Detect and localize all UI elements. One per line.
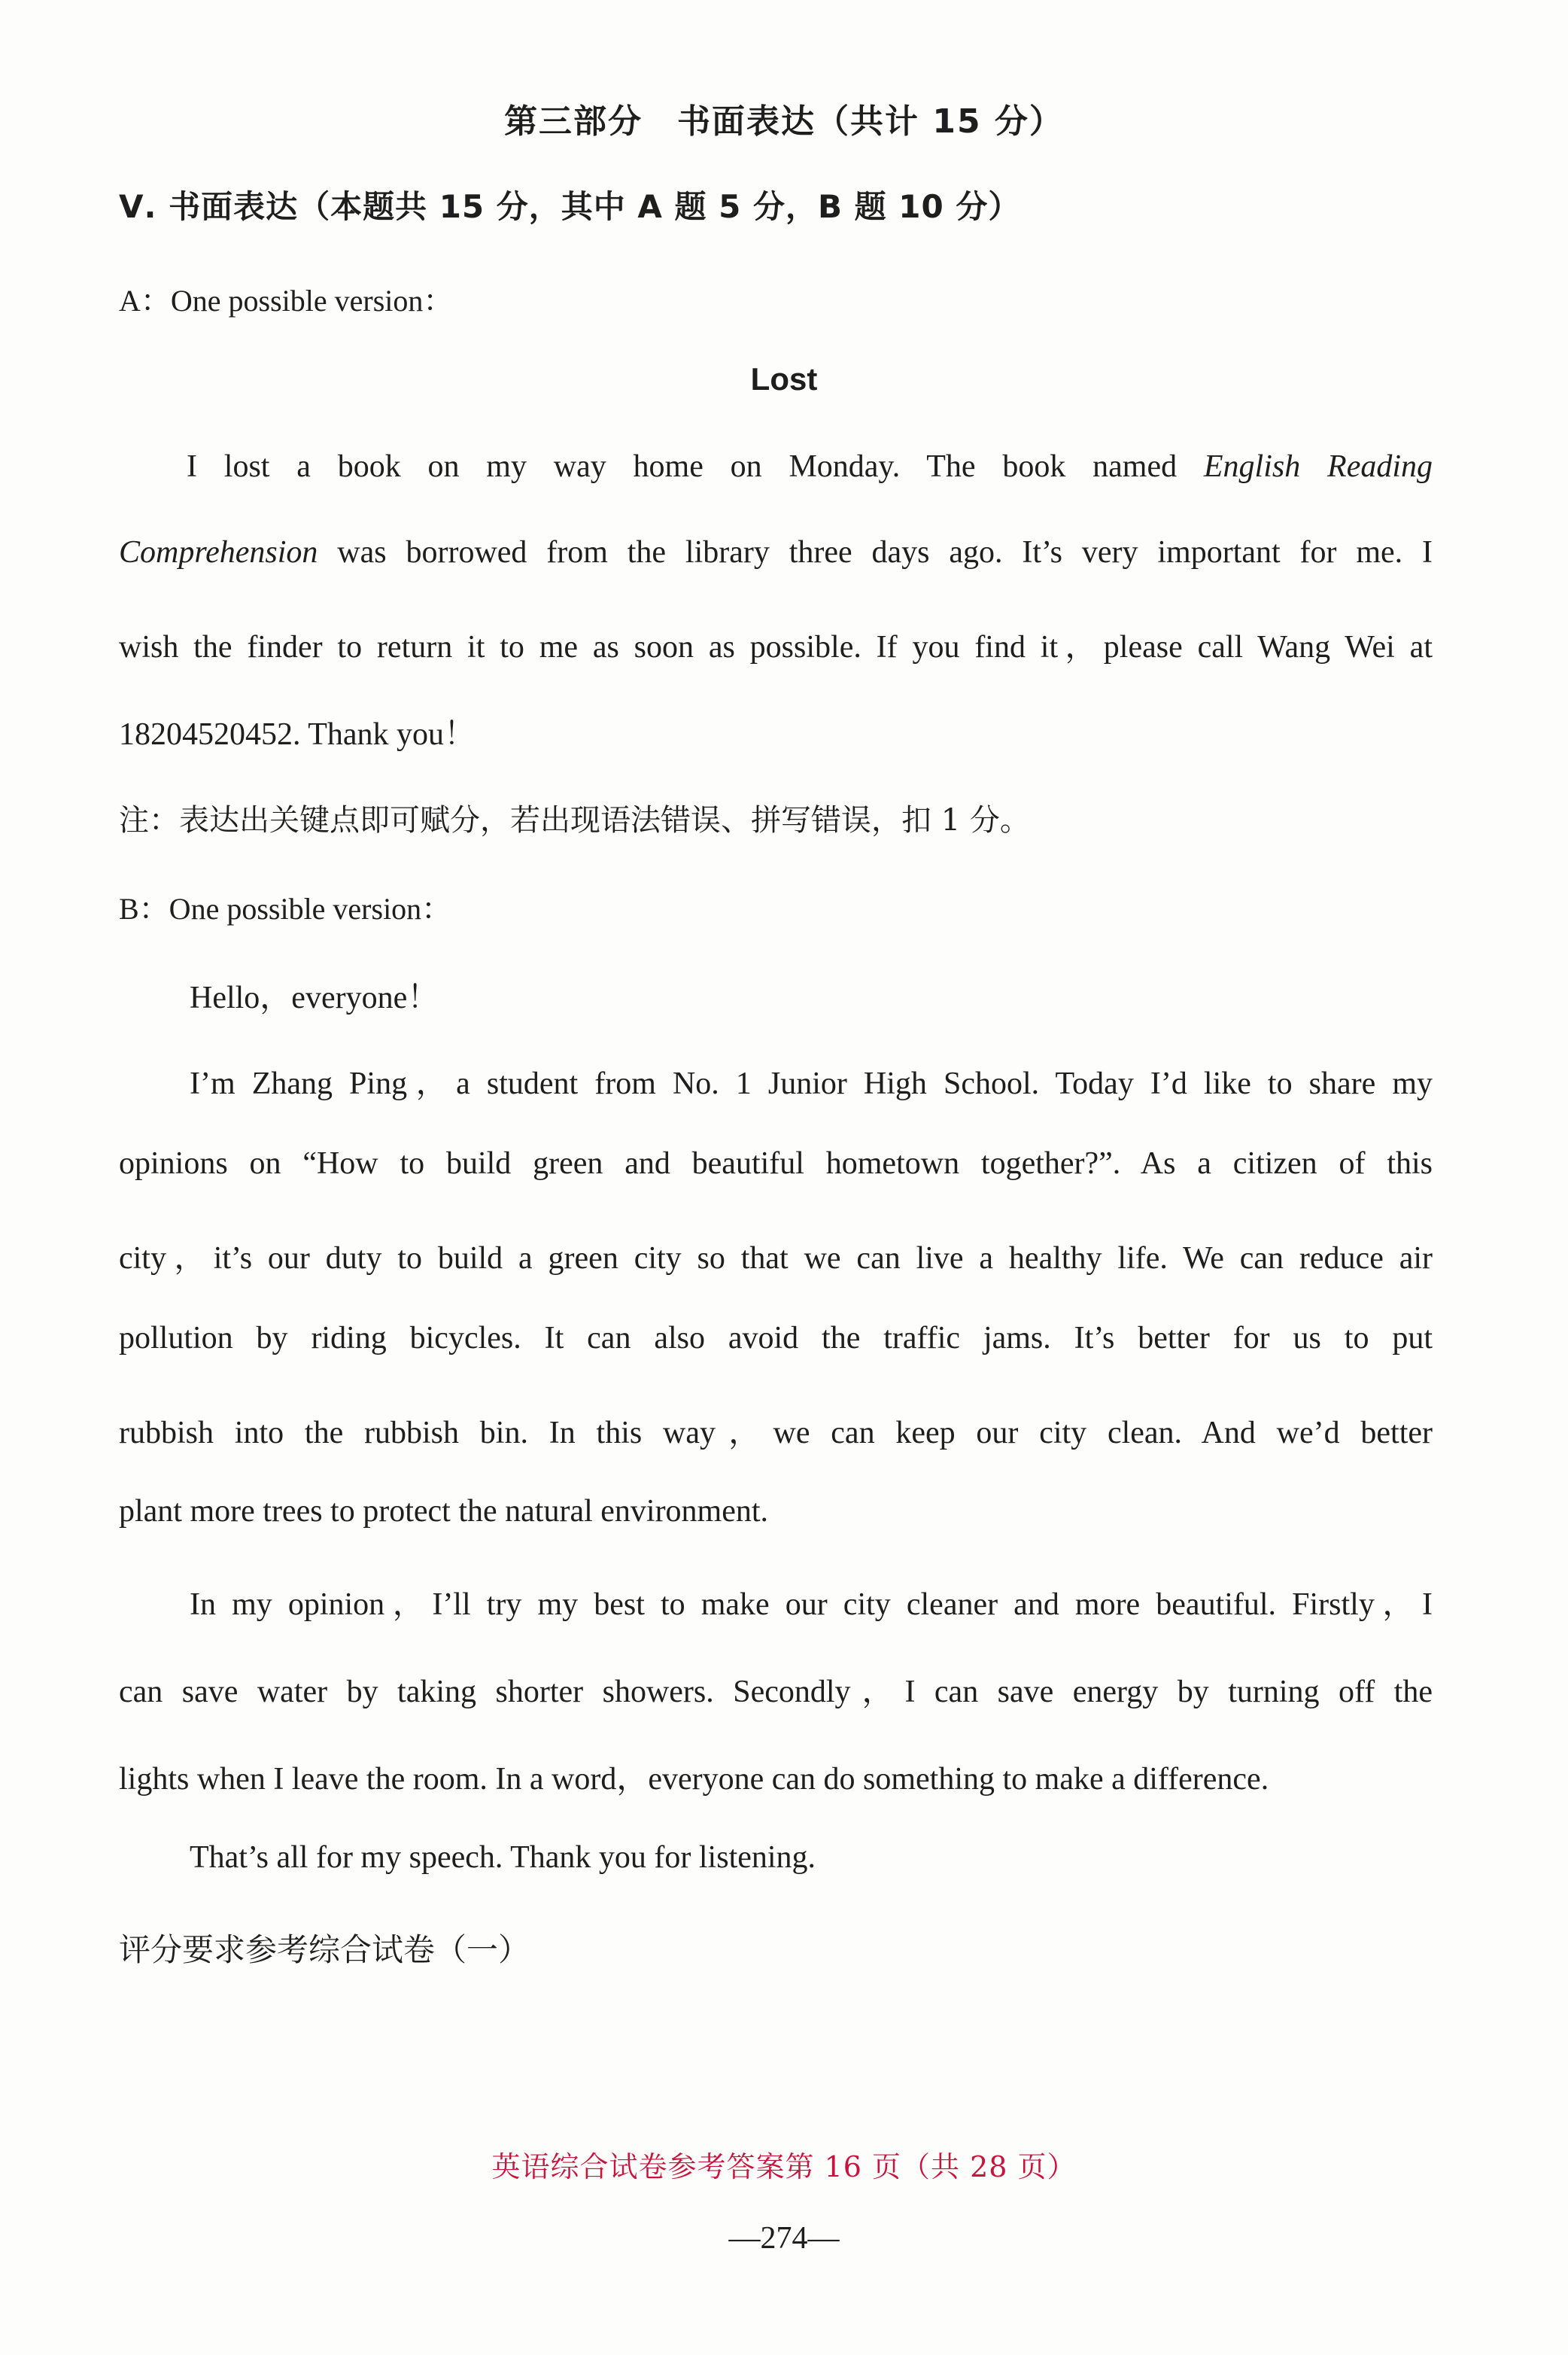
book-title-part-1: English Reading — [1203, 449, 1433, 484]
part-title: 第三部分 书面表达（共计 15 分） — [504, 102, 1064, 141]
para2-line-2: can save water by taking shorter showers. Secondly，I can save energy by turning off the — [119, 1675, 1433, 1709]
para2-line-3: lights when I leave the room. In a word，everyone can do something to make a difference. — [119, 1762, 1269, 1797]
section-a-line-4: 18204520452. Thank you！ — [119, 717, 476, 752]
section-a-line-2 — [119, 534, 1433, 570]
para1-line-4: pollution by riding bicycles. It can also avoid the traffic jams. It’s better for us to put — [119, 1321, 1433, 1355]
book-title-part-2: Comprehension — [119, 535, 318, 570]
section-a-label: A：One possible version： — [119, 284, 454, 318]
footer-title: 英语综合试卷参考答案第 16 页（共 28 页） — [491, 2150, 1077, 2183]
para1-line-6: plant more trees to protect the natural environment. — [119, 1494, 769, 1529]
section-a-note: 注：表达出关键点即可赋分，若出现语法错误、拼写错误，扣 1 分。 — [119, 803, 1030, 838]
section-a-line-3: wish the finder to return it to me as soon as possible. If you find it，please call Wang Wei at — [119, 630, 1433, 665]
page-number: —274— — [728, 2221, 840, 2256]
section-a-line-1 — [187, 449, 1433, 485]
section-heading: Ⅴ. 书面表达（本题共 15 分，其中 A 题 5 分，B 题 10 分） — [119, 188, 1021, 225]
scoring-reference: 评分要求参考综合试卷（一） — [119, 1931, 530, 1968]
section-a-title: Lost — [750, 361, 818, 397]
section-a-line-1-text: I lost a book on my way home on Monday. The book named — [187, 449, 1178, 484]
speech-greeting: Hello，everyone！ — [190, 981, 439, 1015]
para1-line-1: I’m Zhang Ping，a student from No. 1 Junior High School. Today I’d like to share my — [190, 1066, 1433, 1101]
speech-closing: That’s all for my speech. Thank you for listening. — [190, 1840, 816, 1875]
para1-line-5: rubbish into the rubbish bin. In this way，we can keep our city clean. And we’d better — [119, 1416, 1433, 1450]
para1-line-3: city，it’s our duty to build a green city so that we can live a healthy life. We can reduce air — [119, 1241, 1433, 1276]
section-b-label: B：One possible version： — [119, 892, 452, 926]
para1-line-2: opinions on “How to build green and beautiful hometown together?”. As a citizen of this — [119, 1146, 1433, 1181]
para2-line-1: In my opinion，I’ll try my best to make our city cleaner and more beautiful. Firstly，I — [190, 1587, 1433, 1622]
section-a-line-2-text: was borrowed from the library three days ago. It’s very important for me. I — [337, 535, 1433, 570]
